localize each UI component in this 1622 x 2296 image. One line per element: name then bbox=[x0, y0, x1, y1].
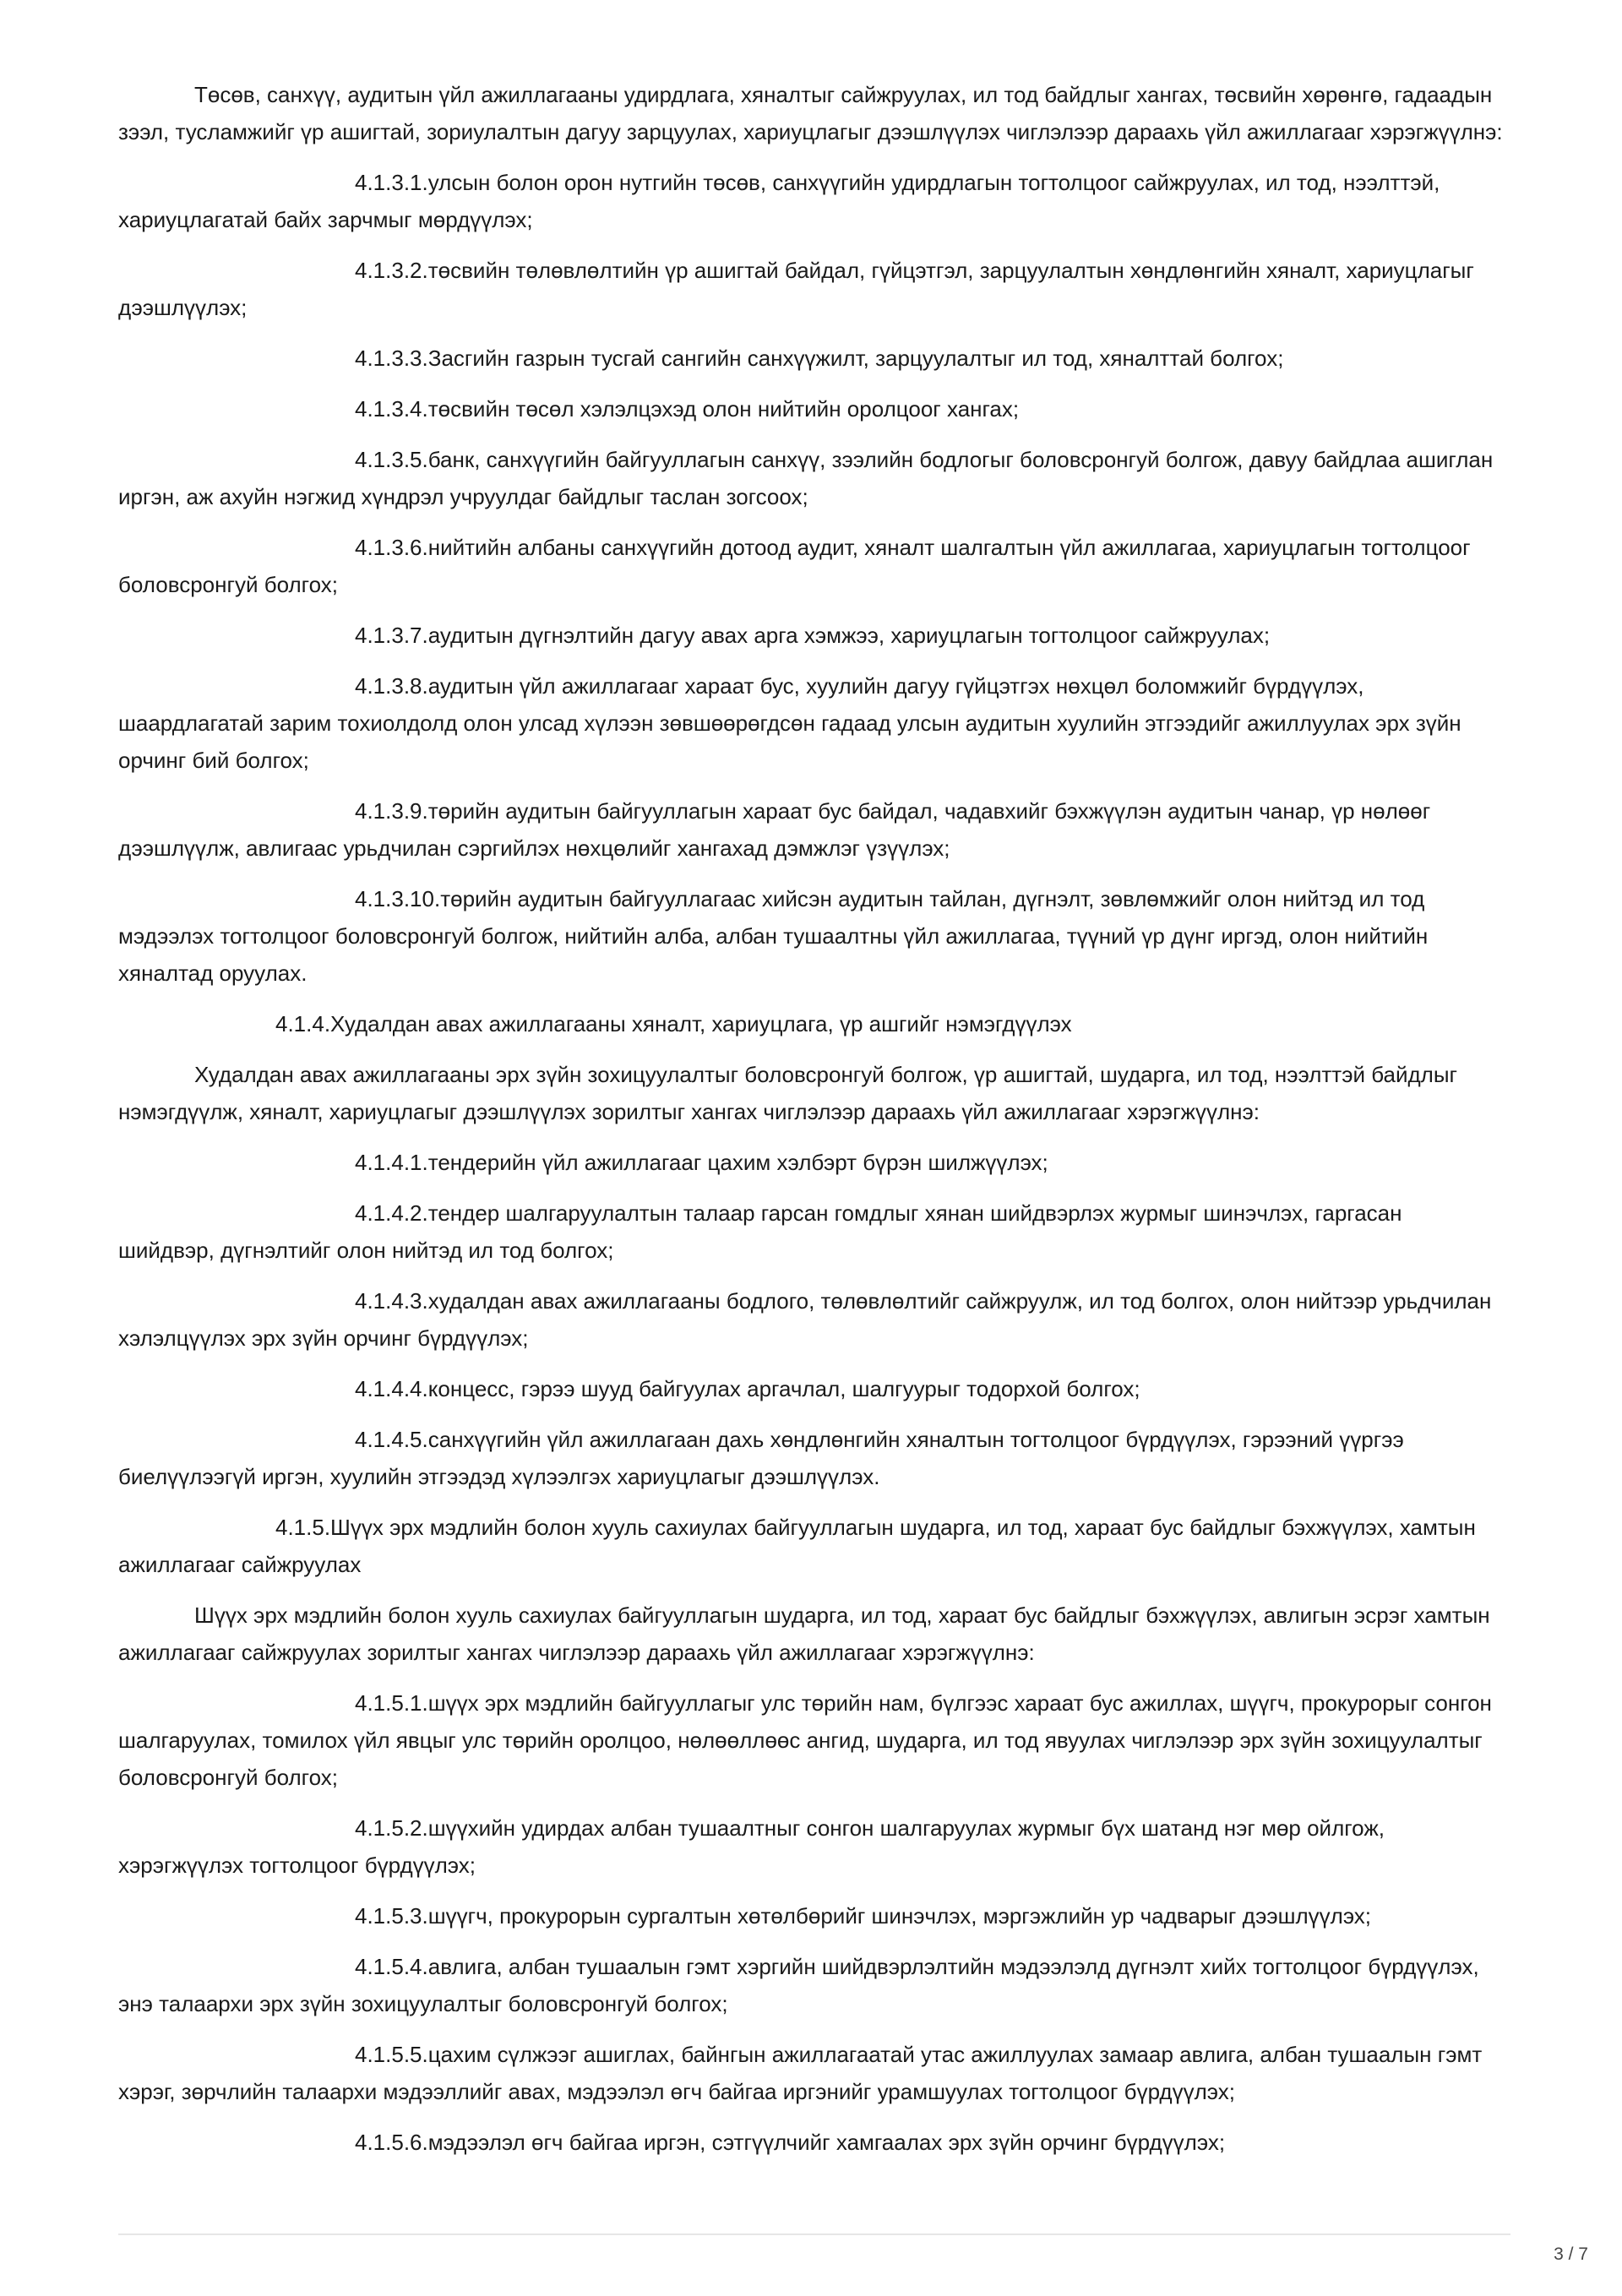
page-number: 3 / 7 bbox=[1554, 2244, 1588, 2264]
paragraph-item: 4.1.3.6.нийтийн албаны санхүүгийн дотоод аудит, хяналт шалгалтын үйл ажиллагаа, хариуцлагын тогтолцоог боловсронгуй болгох; bbox=[118, 535, 1471, 597]
paragraph-item: 4.1.5.1.шүүх эрх мэдлийн байгууллагыг улс төрийн нам, бүлгээс хараат бус ажиллах, шүүгч, прокурорыг сонгон шалгаруулах, томилох үйл явцыг улс төрийн оролцоо, нөлөөллөөс ангид, шударга, ил тод явуулах чиглэлээр эрх зүйн зохицуулалтыг боловсронгуй болгох; bbox=[118, 1690, 1492, 1790]
footer-divider bbox=[118, 2233, 1510, 2235]
section-heading: 4.1.4.Худалдан авах ажиллагааны хяналт, хариуцлага, үр ашгийг нэмэгдүүлэх bbox=[275, 1011, 1072, 1036]
paragraph-item: 4.1.3.7.аудитын дүгнэлтийн дагуу авах арга хэмжээ, хариуцлагын тогтолцоог сайжруулах; bbox=[355, 623, 1271, 648]
paragraph-item: 4.1.3.10.төрийн аудитын байгууллагаас хийсэн аудитын тайлан, дүгнэлт, зөвлөмжийг олон нийтэд ил тод мэдээлэх тогтолцоог боловсронгуй болгож, нийтийн алба, албан тушаалтны үйл ажиллагаа, түүний үр дүнг иргэд, олон нийтийн хяналтад оруулах. bbox=[118, 886, 1429, 986]
paragraph-item: 4.1.5.4.авлига, албан тушаалын гэмт хэргийн шийдвэрлэлтийн мэдээлэлд дүгнэлт хийх тогтолцоог бүрдүүлэх, энэ талаархи эрх зүйн зохицуулалтыг боловсронгуй болгох; bbox=[118, 1954, 1479, 2016]
paragraph-item: 4.1.3.8.аудитын үйл ажиллагааг хараат бус, хуулийн дагуу гүйцэтгэх нөхцөл боломжийг бүрдүүлэх, шаардлагатай зарим тохиолдолд олон улсад хүлээн зөвшөөрөгдсөн гадаад улсын аудитын хуулийн этгээдийг ажиллуулах эрх зүйн орчинг бий болгох; bbox=[118, 673, 1461, 773]
paragraph-intro: Шүүх эрх мэдлийн болон хууль сахиулах байгууллагын шударга, ил тод, хараат бус байдлыг бэхжүүлэх, авлигын эсрэг хамтын ажиллагааг сайжруулах зорилтыг хангах чиглэлээр дараахь үйл ажиллагааг хэрэгжүүлнэ: bbox=[118, 1602, 1490, 1665]
paragraph-item: 4.1.5.6.мэдээлэл өгч байгаа иргэн, сэтгүүлчийг хамгаалах эрх зүйн орчинг бүрдүүлэх; bbox=[355, 2130, 1226, 2155]
paragraph-item: 4.1.3.3.Засгийн газрын тусгай сангийн санхүүжилт, зарцуулалтыг ил тод, хяналттай болгох; bbox=[355, 345, 1284, 371]
paragraph-item: 4.1.4.3.худалдан авах ажиллагааны бодлого, төлөвлөлтийг сайжруулж, ил тод болгох, олон нийтээр урьдчилан хэлэлцүүлэх эрх зүйн орчинг бүрдүүлэх; bbox=[118, 1288, 1492, 1351]
paragraph-item: 4.1.3.1.улсын болон орон нутгийн төсөв, санхүүгийн удирдлагын тогтолцоог сайжруулах, ил тод, нээлттэй, хариуцлагатай байх зарчмыг мөрдүүлэх; bbox=[118, 170, 1440, 232]
paragraph-intro: Төсөв, санхүү, аудитын үйл ажиллагааны удирдлага, хяналтыг сайжруулах, ил тод байдлыг хангах, төсвийн хөрөнгө, гадаадын зээл, тусламжийг үр ашигтай, зориулалтын дагуу зарцуулах, хариуцлагыг дээшлүүлэх чиглэлээр дараахь үйл ажиллагааг хэрэгжүүлнэ: bbox=[118, 82, 1503, 144]
paragraph-item: 4.1.4.1.тендерийн үйл ажиллагааг цахим хэлбэрт бүрэн шилжүүлэх; bbox=[355, 1150, 1048, 1175]
paragraph-intro: Худалдан авах ажиллагааны эрх зүйн зохицуулалтыг боловсронгуй болгож, үр ашигтай, шударга, ил тод, нээлттэй байдлыг нэмэгдүүлж, хяналт, хариуцлагыг дээшлүүлэх зорилтыг хангах чиглэлээр дараахь үйл ажиллагааг хэрэгжүүлнэ: bbox=[118, 1062, 1458, 1124]
paragraph-item: 4.1.5.5.цахим сүлжээг ашиглах, байнгын ажиллагаатай утас ажиллуулах замаар авлига, албан тушаалын гэмт хэрэг, зөрчлийн талаархи мэдээллийг авах, мэдээлэл өгч байгаа иргэнийг урамшуулах тогтолцоог бүрдүүлэх; bbox=[118, 2042, 1483, 2104]
paragraph-item: 4.1.5.2.шүүхийн удирдах албан тушаалтныг сонгон шалгаруулах журмыг бүх шатанд нэг мөр ойлгож, хэрэгжүүлэх тогтолцоог бүрдүүлэх; bbox=[118, 1815, 1385, 1878]
paragraph-item: 4.1.4.2.тендер шалгаруулалтын талаар гарсан гомдлыг хянан шийдвэрлэх журмыг шинэчлэх, гаргасан шийдвэр, дүгнэлтийг олон нийтэд ил тод болгох; bbox=[118, 1200, 1402, 1263]
document-body bbox=[118, 76, 1504, 2161]
paragraph-item: 4.1.3.9.төрийн аудитын байгууллагын хараат бус байдал, чадавхийг бэхжүүлэн аудитын чанар, үр нөлөөг дээшлүүлж, авлигаас урьдчилан сэргийлэх нөхцөлийг хангахад дэмжлэг үзүүлэх; bbox=[118, 798, 1431, 861]
paragraph-item: 4.1.5.3.шүүгч, прокурорын сургалтын хөтөлбөрийг шинэчлэх, мэргэжлийн ур чадварыг дээшлүүлэх; bbox=[355, 1903, 1372, 1929]
paragraph-item: 4.1.4.4.концесс, гэрээ шууд байгуулах аргачлал, шалгуурыг тодорхой болгох; bbox=[355, 1376, 1140, 1401]
paragraph-item: 4.1.3.4.төсвийн төсөл хэлэлцэхэд олон нийтийн оролцоог хангах; bbox=[355, 396, 1020, 422]
paragraph-item: 4.1.4.5.санхүүгийн үйл ажиллагаан дахь хөндлөнгийн хяналтын тогтолцоог бүрдүүлэх, гэрээний үүргээ биелүүлээгүй иргэн, хуулийн этгээдэд хүлээлгэх хариуцлагыг дээшлүүлэх. bbox=[118, 1427, 1404, 1489]
paragraph-item: 4.1.3.2.төсвийн төлөвлөлтийн үр ашигтай байдал, гүйцэтгэл, зарцуулалтын хөндлөнгийн хяналт, хариуцлагыг дээшлүүлэх; bbox=[118, 258, 1474, 320]
paragraph-item: 4.1.3.5.банк, санхүүгийн байгууллагын санхүү, зээлийн бодлогыг боловсронгуй болгож, давуу байдлаа ашиглан иргэн, аж ахуйн нэгжид хүндрэл учруулдаг байдлыг таслан зогсоох; bbox=[118, 447, 1494, 509]
section-heading: 4.1.5.Шүүх эрх мэдлийн болон хууль сахиулах байгууллагын шударга, ил тод, хараат бус байдлыг бэхжүүлэх, хамтын ажиллагааг сайжруулах bbox=[118, 1515, 1476, 1577]
